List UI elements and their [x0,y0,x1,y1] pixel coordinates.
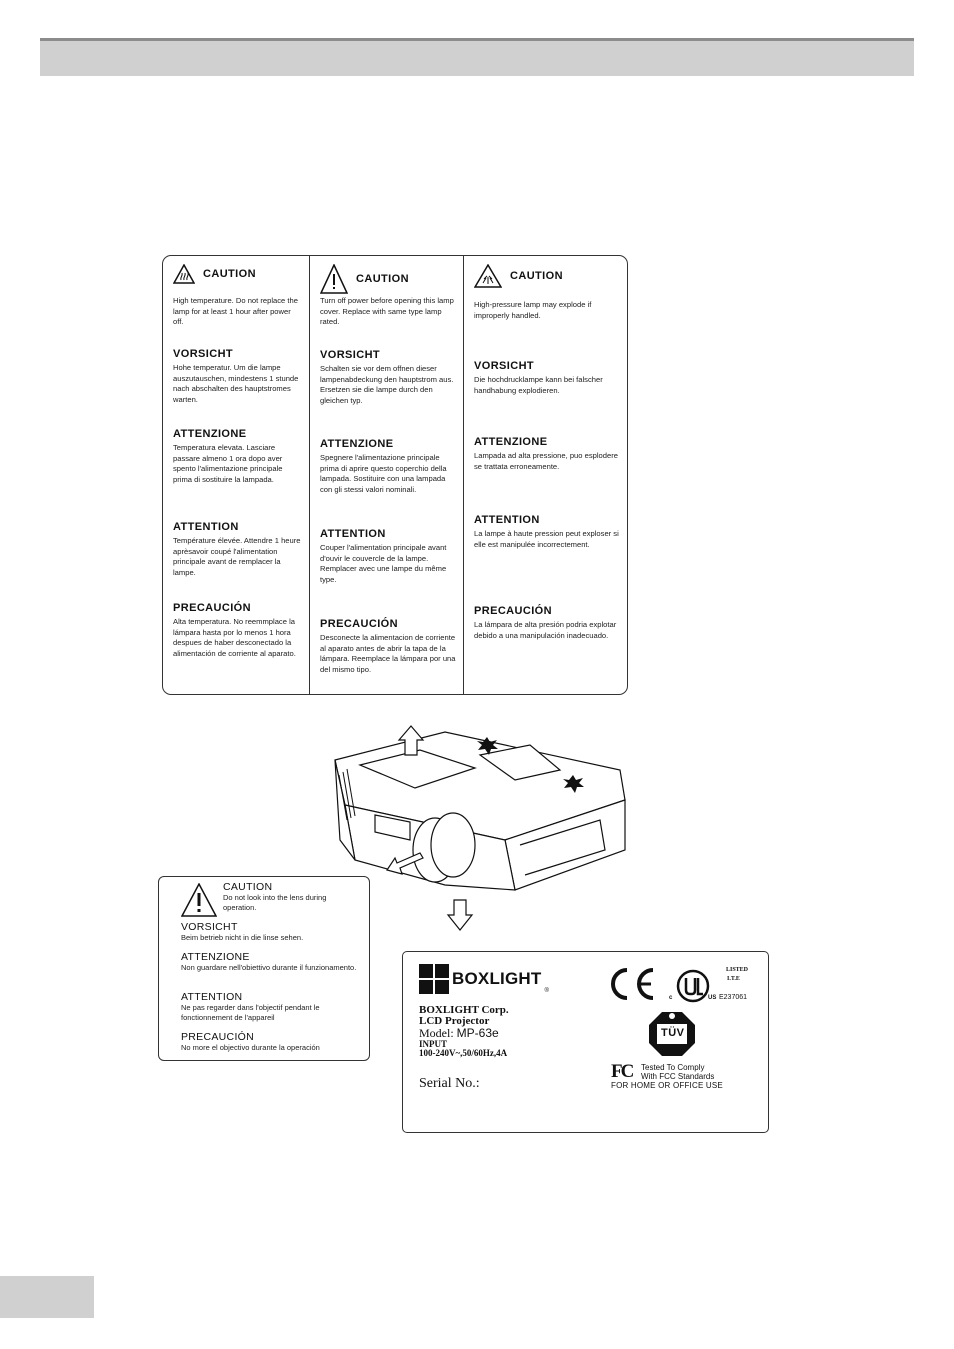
caution-text: High-pressure lamp may explode if improperly handled. [474,300,592,320]
section-text: No more el objectivo durante la operación [181,1043,320,1052]
fcc-tested: Tested To Comply [641,1063,705,1072]
lang-section-es [173,602,303,659]
lang-section-it [181,951,363,973]
section-title: PRECAUCIÓN [320,618,398,630]
caution-text-block [474,300,624,321]
page-header-bar [40,38,914,76]
section-title: ATTENZIONE [181,951,250,963]
explosion-warning-icon [474,264,502,288]
input-label: INPUT [419,1039,448,1049]
lang-section-de [181,921,363,943]
section-text: Schalten sie vor dem offnen dieser lampenabdeckung den hauptstrom aus. Ersetzen sie die lampe durch den gleichen typ. [320,364,454,405]
section-text: La lampe à haute pression peut exploser si elle est manipulée incorrectement. [474,529,619,549]
section-text: Desconecte la alimentacion de corriente al aparato antes de abrir la tapa de la lámpara. Reemplace la lámpara por una del mismo tipo. [320,633,456,674]
ul-us: US [708,995,717,1001]
ce-mark-icon [607,966,659,1002]
section-text: Couper l'alimentation principale avant d'ouvir le couvercle de la lampe. Remplacer avec une lampe du même type. [320,543,447,584]
fcc-home-office: FOR HOME OR OFFICE USE [611,1081,723,1090]
lang-section-de [173,348,303,405]
caution-text: Turn off power before opening this lamp cover. Replace with same type lamp rated. [320,296,454,327]
brand-name: BOXLIGHT [452,969,542,988]
caution-title: CAUTION [203,268,256,280]
page-footer-tab [0,1276,94,1318]
model-label: Model: [419,1026,454,1040]
ul-file-number: E237061 [719,994,748,1001]
exclamation-icon [320,264,348,294]
section-text: La lámpara de alta presión podria explotar debido a una manipulación inadecuado. [474,620,617,640]
section-title: ATTENZIONE [320,438,394,450]
ul-listed: LISTED [726,967,749,973]
lens-caution-heading [223,881,363,912]
tuv-text: TÜV [661,1027,685,1039]
section-title: PRECAUCIÓN [173,602,251,614]
lamp-label-column-pressure [463,256,630,694]
lang-section-it [474,436,624,472]
lang-section-de [320,349,458,406]
fcc-logo-icon: FC [611,1061,633,1082]
lang-section-it [320,438,458,495]
lamp-label-column-power [309,256,464,694]
lang-section-es [320,618,458,675]
section-text: Alta temperatura. No reemmplace la lámpara hasta por lo menos 1 hora despues de haber desconectado la alimentación de corriente al aparato. [173,617,296,658]
section-title: PRECAUCIÓN [474,605,552,617]
caution-text: Do not look into the lens during operation. [223,893,327,912]
ul-mark-icon [673,966,713,1006]
caution-title: CAUTION [510,270,563,282]
exclamation-icon [181,883,217,917]
lang-section-fr [474,514,624,550]
section-text: Spegnere l'alimentazione principale prima di aprire questo coperchio della lampada. Sostituire con una lampada con gli stessi valori nominali. [320,453,447,494]
brand-logo [419,964,549,994]
input-value: 100-240V~,50/60Hz,4A [419,1048,508,1058]
caution-text-block [320,296,458,328]
section-title: ATTENTION [474,514,540,526]
caution-title: CAUTION [223,881,273,893]
boxlight-squares-icon [419,964,449,994]
section-title: ATTENTION [320,528,386,540]
lang-section-es [474,605,624,641]
section-title: VORSICHT [320,349,381,361]
model-value: MP-63e [456,1026,499,1040]
lang-section-fr [320,528,458,585]
section-text: Temperatura elevata. Lasciare passare almeno 1 ora dopo aver spento l'alimentazione principale prima di sostituire la lampada. [173,443,283,484]
company-name: BOXLIGHT Corp. [419,1004,509,1016]
section-text: Température élevée. Attendre 1 heure aprèsavoir coupé l'alimentation principale avant de remplacer la lampe. [173,536,301,577]
section-title: VORSICHT [173,348,234,360]
lang-section-fr [173,521,303,578]
rating-label [402,951,769,1133]
caution-text: High temperature. Do not replace the lamp for at least 1 hour after power off. [173,296,298,327]
lang-section-de [474,360,624,396]
ul-code: I.T.E [727,976,740,982]
lamp-label-column-heat [163,256,309,694]
lang-section-fr [181,991,363,1022]
caution-text-block [173,296,303,328]
section-title: PRECAUCIÓN [181,1031,255,1043]
lang-section-it [173,428,303,485]
product-type: LCD Projector [419,1015,490,1027]
section-text: Lampada ad alta pressione, puo esplodere se trattata erroneamente. [474,451,618,471]
section-text: Die hochdrucklampe kann bei falscher handhabung explodieren. [474,375,603,395]
projector-illustration [325,720,635,935]
section-title: ATTENZIONE [474,436,548,448]
section-title: ATTENTION [181,991,243,1003]
section-title: ATTENTION [173,521,239,533]
hot-surface-icon [173,264,195,284]
section-title: VORSICHT [181,921,238,933]
section-text: Beim betrieb nicht in die linse sehen. [181,933,304,942]
brand-trademark: ® [544,988,549,994]
ul-c: c [669,995,673,1001]
serial-label: Serial No.: [419,1076,480,1091]
section-title: ATTENZIONE [173,428,247,440]
section-title: VORSICHT [474,360,535,372]
lang-section-es [181,1031,363,1053]
lamp-caution-label [162,255,628,695]
lens-caution-label [158,876,370,1061]
section-text: Hohe temperatur. Um die lampe auszutauschen, mindestens 1 stunde nach abschalten des hauptstromes warten. [173,363,299,404]
fcc-standards: With FCC Standards [641,1072,715,1081]
section-text: Non guardare nell'obiettivo durante il funzionamento. [181,963,357,972]
section-text: Ne pas regarder dans l'objectif pendant le fonctionnement de l'appareil [181,1003,320,1022]
caution-title: CAUTION [356,273,409,285]
caution-heading [320,264,409,294]
caution-heading [173,264,256,284]
caution-heading [474,264,563,288]
